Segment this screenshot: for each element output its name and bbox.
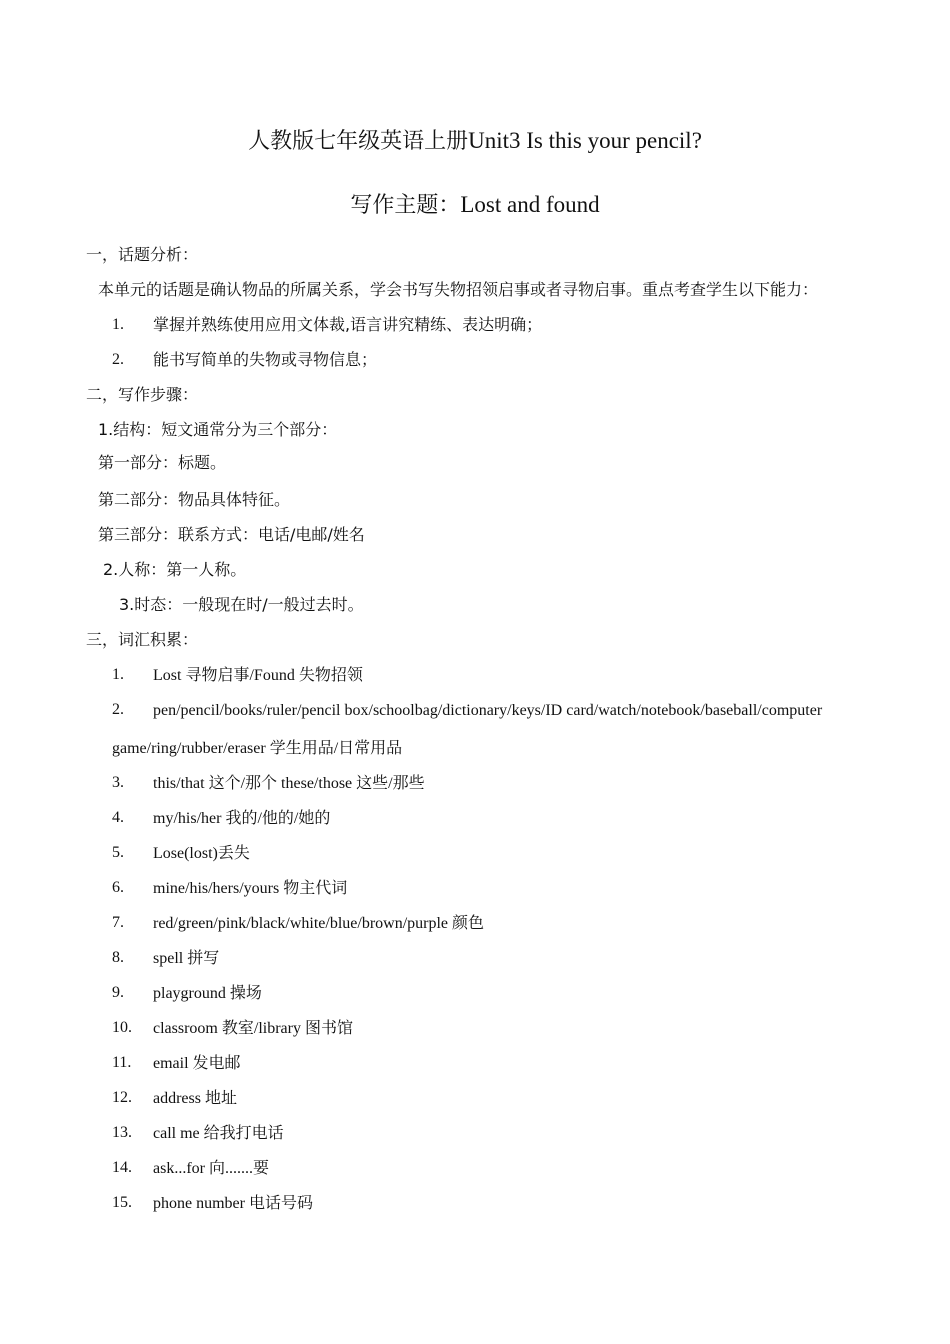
vocab-number: 14. bbox=[112, 1159, 132, 1176]
point-text: 能书写简单的失物或寻物信息； bbox=[153, 350, 378, 369]
vocab-item: address 地址 bbox=[153, 1088, 237, 1107]
vocab-item: email 发电邮 bbox=[153, 1053, 241, 1072]
subtitle-en: Lost and found bbox=[460, 192, 600, 217]
vocab-item: red/green/pink/black/white/blue/brown/purple 颜色 bbox=[153, 913, 485, 932]
vocab-number: 6. bbox=[112, 879, 124, 896]
tense-line: 3.时态：一般现在时/一般过去时。 bbox=[119, 595, 364, 614]
point-text: 掌握并熟练使用应用文体裁,语言讲究精练、表达明确； bbox=[153, 315, 543, 334]
vocab-item: phone number 电话号码 bbox=[153, 1193, 313, 1212]
vocab-number: 12. bbox=[112, 1089, 132, 1106]
vocab-item: Lose(lost)丢失 bbox=[153, 843, 250, 862]
person-line: 2.人称：第一人称。 bbox=[103, 560, 247, 579]
part3-line: 第三部分：联系方式：电话/电邮/姓名 bbox=[98, 525, 365, 544]
vocab-number: 2. bbox=[112, 701, 124, 718]
vocab-item: mine/his/hers/yours 物主代词 bbox=[153, 878, 348, 897]
document-title bbox=[0, 124, 950, 155]
vocab-item: call me 给我打电话 bbox=[153, 1123, 284, 1142]
vocab-item-continuation: game/ring/rubber/eraser 学生用品/日常用品 bbox=[112, 738, 403, 757]
subtitle-cn: 写作主题： bbox=[350, 193, 461, 218]
title-cn: 人教版七年级英语上册 bbox=[248, 129, 469, 154]
vocab-number: 13. bbox=[112, 1124, 132, 1141]
vocab-number: 5. bbox=[112, 844, 124, 861]
vocab-number: 10. bbox=[112, 1019, 132, 1036]
section2-heading: 二，写作步骤： bbox=[86, 385, 199, 404]
part1-line: 第一部分：标题。 bbox=[98, 453, 227, 472]
vocab-item: Lost 寻物启事/Found 失物招领 bbox=[153, 665, 363, 684]
vocab-item: spell 拼写 bbox=[153, 948, 220, 967]
vocab-item: playground 操场 bbox=[153, 983, 262, 1002]
section1-intro: 本单元的话题是确认物品的所属关系，学会书写失物招领启事或者寻物启事。重点考查学生以下能力： bbox=[98, 280, 819, 299]
section1-heading: 一，话题分析： bbox=[86, 245, 199, 264]
document-subtitle bbox=[0, 188, 950, 219]
part2-line: 第二部分：物品具体特征。 bbox=[98, 490, 291, 509]
vocab-item: classroom 教室/library 图书馆 bbox=[153, 1018, 353, 1037]
point-number: 2. bbox=[112, 351, 124, 368]
section3-heading: 三，词汇积累： bbox=[86, 630, 199, 649]
vocab-number: 4. bbox=[112, 809, 124, 826]
point-number: 1. bbox=[112, 316, 124, 333]
vocab-item: ask...for 向.......要 bbox=[153, 1158, 270, 1177]
vocab-item: pen/pencil/books/ruler/pencil box/schoolbag/dictionary/keys/ID card/watch/notebook/baseball/computer bbox=[153, 702, 823, 719]
vocab-number: 9. bbox=[112, 984, 124, 1001]
title-en: Unit3 Is this your pencil? bbox=[468, 128, 702, 153]
vocab-number: 15. bbox=[112, 1194, 132, 1211]
vocab-number: 8. bbox=[112, 949, 124, 966]
vocab-item: this/that 这个/那个 these/those 这些/那些 bbox=[153, 773, 425, 792]
vocab-number: 3. bbox=[112, 774, 124, 791]
vocab-number: 11. bbox=[112, 1054, 132, 1071]
structure-line: 1.结构：短文通常分为三个部分： bbox=[98, 420, 338, 439]
vocab-number: 7. bbox=[112, 914, 124, 931]
vocab-item: my/his/her 我的/他的/她的 bbox=[153, 808, 331, 827]
vocab-number: 1. bbox=[112, 666, 124, 683]
